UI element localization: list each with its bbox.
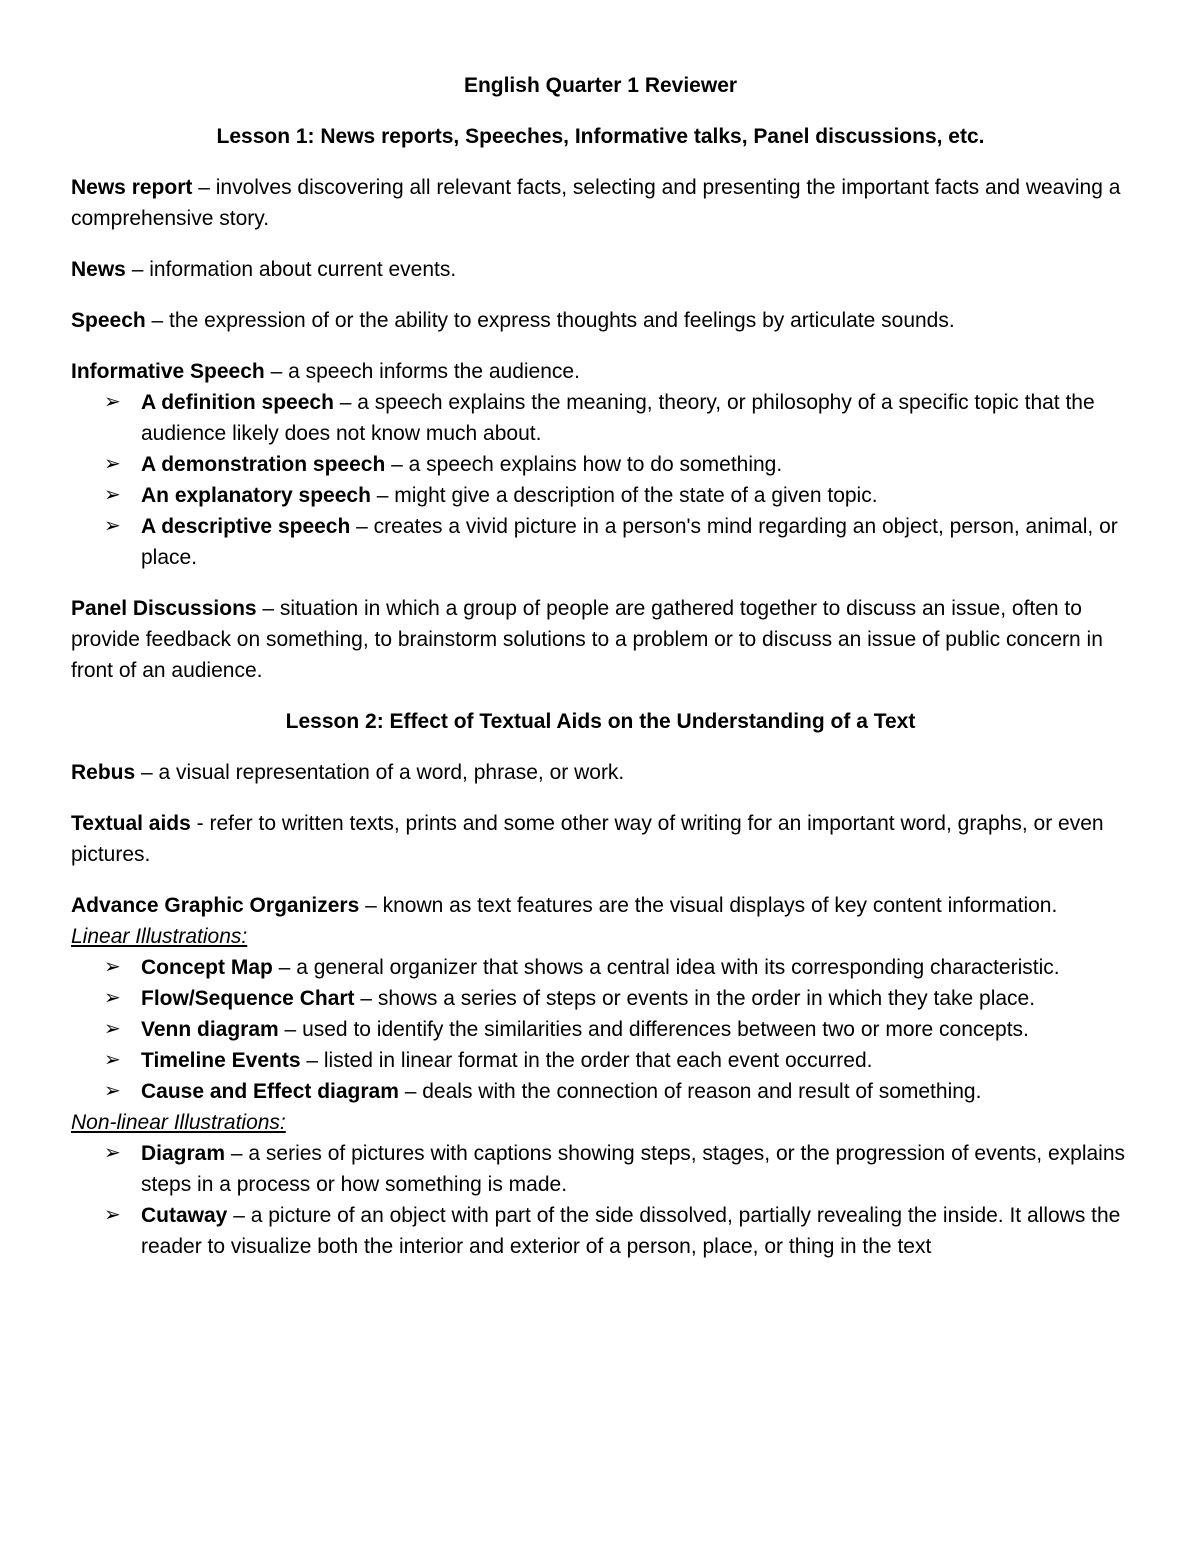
definition-news-report: [71, 172, 1130, 234]
definition-text: – creates a vivid picture in a person's mind regarding an object, person, animal, or place.: [141, 515, 1118, 569]
document-title: English Quarter 1 Reviewer: [463, 74, 738, 97]
arrow-bullet-icon: ➢: [104, 987, 121, 1009]
list-item: [71, 511, 1130, 573]
arrow-bullet-icon: ➢: [104, 1142, 121, 1164]
term: Informative Speech: [71, 360, 265, 383]
definition-text: – might give a description of the state of a given topic.: [370, 484, 878, 507]
term: A demonstration speech: [141, 453, 386, 476]
definition-textual-aids: [71, 808, 1130, 870]
term: An explanatory speech: [141, 484, 371, 507]
lesson2-heading: Lesson 2: Effect of Textual Aids on the Understanding of a Text: [285, 710, 916, 733]
definition-advance-graphic-organizers: [71, 890, 1130, 921]
definition-text: – a series of pictures with captions showing steps, stages, or the progression of events, explains steps in a process or how something is made.: [141, 1142, 1126, 1196]
speech-types-list: [71, 387, 1130, 573]
term: Advance Graphic Organizers: [71, 894, 360, 917]
arrow-bullet-icon: ➢: [104, 453, 121, 475]
term: Flow/Sequence Chart: [141, 987, 355, 1010]
arrow-bullet-icon: ➢: [104, 1204, 121, 1226]
arrow-bullet-icon: ➢: [104, 391, 121, 413]
definition-text: – a general organizer that shows a central idea with its corresponding characteristic.: [272, 956, 1060, 979]
definition-text: – a speech explains the meaning, theory, or philosophy of a specific topic that the audience likely does not know much about.: [141, 391, 1095, 445]
definition-panel-discussions: [71, 593, 1130, 686]
term: News: [71, 258, 126, 281]
term: Speech: [71, 309, 146, 332]
list-item: [71, 952, 1130, 983]
lesson1-heading: Lesson 1: News reports, Speeches, Informative talks, Panel discussions, etc.: [216, 125, 985, 148]
list-item: [71, 1076, 1130, 1107]
definition-text: – shows a series of steps or events in the order in which they take place.: [354, 987, 1036, 1010]
definition-text: – involves discovering all relevant facts, selecting and presenting the important facts and weaving a comprehensive story.: [71, 176, 1121, 230]
definition-text: – a speech informs the audience.: [264, 360, 580, 383]
term: Panel Discussions: [71, 597, 257, 620]
list-item: [71, 449, 1130, 480]
definition-text: – known as text features are the visual displays of key content information.: [359, 894, 1058, 917]
list-item: [71, 1014, 1130, 1045]
definition-text: – situation in which a group of people are gathered together to discuss an issue, often to provide feedback on something, to brainstorm solutions to a problem or to discuss an issue of public concern in front of an audience.: [71, 597, 1103, 682]
arrow-bullet-icon: ➢: [104, 515, 121, 537]
definition-text: – deals with the connection of reason and result of something.: [398, 1080, 982, 1103]
definition-text: - refer to written texts, prints and some other way of writing for an important word, graphs, or even pictures.: [71, 812, 1104, 866]
arrow-bullet-icon: ➢: [104, 1080, 121, 1102]
definition-rebus: [71, 757, 1130, 788]
definition-text: – the expression of or the ability to express thoughts and feelings by articulate sounds.: [145, 309, 955, 332]
definition-speech: [71, 305, 1130, 336]
term: Diagram: [141, 1142, 226, 1165]
definition-text: – used to identify the similarities and differences between two or more concepts.: [278, 1018, 1029, 1041]
term: Rebus: [71, 761, 136, 784]
definition-text: – a visual representation of a word, phrase, or work.: [135, 761, 625, 784]
term: Venn diagram: [141, 1018, 279, 1041]
term: A descriptive speech: [141, 515, 351, 538]
arrow-bullet-icon: ➢: [104, 956, 121, 978]
definition-text: – listed in linear format in the order that each event occurred.: [300, 1049, 873, 1072]
term: Textual aids: [71, 812, 191, 835]
list-item: [71, 1045, 1130, 1076]
definition-informative-speech: [71, 356, 1130, 387]
linear-illustrations-label: Linear Illustrations:: [71, 925, 248, 948]
list-item: [71, 480, 1130, 511]
definition-text: – a speech explains how to do something.: [385, 453, 783, 476]
list-item: [71, 983, 1130, 1014]
definition-text: – a picture of an object with part of the side dissolved, partially revealing the inside. It allows the reader to visualize both the interior and exterior of a person, place, or thing in the text: [141, 1204, 1121, 1258]
arrow-bullet-icon: ➢: [104, 484, 121, 506]
term: Cutaway: [141, 1204, 228, 1227]
nonlinear-illustrations-list: [71, 1138, 1130, 1262]
list-item: [71, 1200, 1130, 1262]
list-item: [71, 1138, 1130, 1200]
definition-text: – information about current events.: [125, 258, 457, 281]
arrow-bullet-icon: ➢: [104, 1018, 121, 1040]
linear-illustrations-list: [71, 952, 1130, 1107]
term: News report: [71, 176, 193, 199]
nonlinear-illustrations-label: Non-linear Illustrations:: [71, 1111, 286, 1134]
definition-news: [71, 254, 1130, 285]
arrow-bullet-icon: ➢: [104, 1049, 121, 1071]
list-item: [71, 387, 1130, 449]
term: Cause and Effect diagram: [141, 1080, 399, 1103]
term: Timeline Events: [141, 1049, 301, 1072]
term: Concept Map: [141, 956, 273, 979]
term: A definition speech: [141, 391, 334, 414]
